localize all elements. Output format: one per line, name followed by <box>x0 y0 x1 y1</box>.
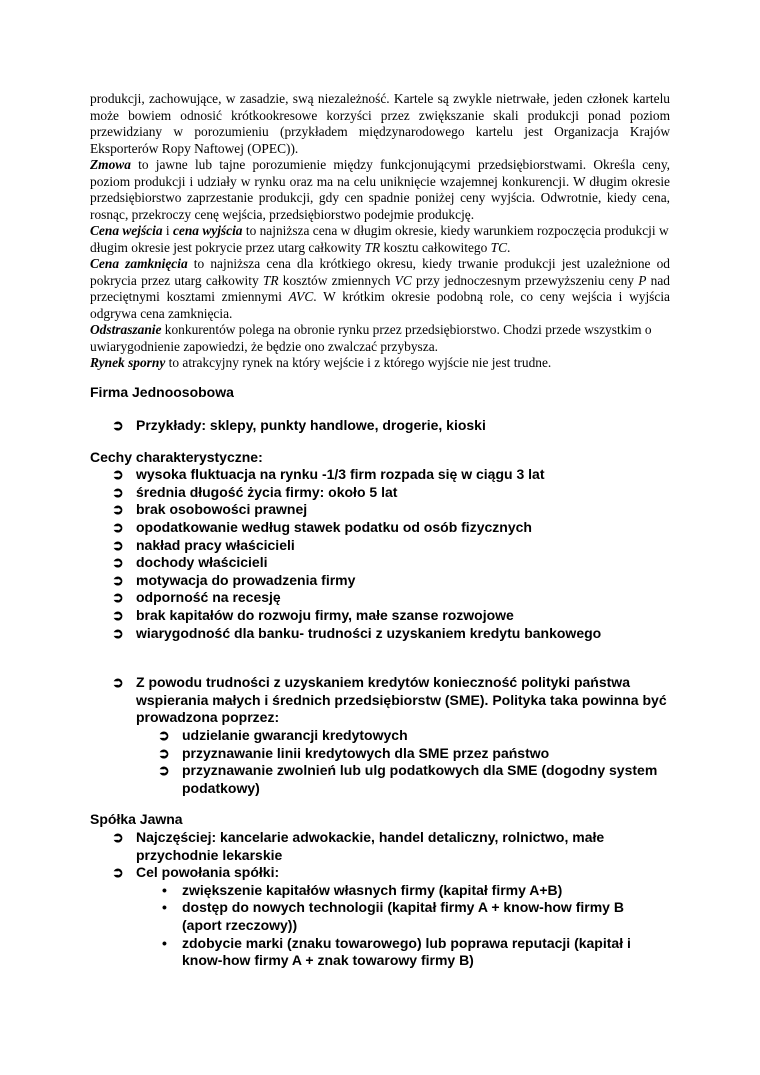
list-item-text: brak kapitałów do rozwoju firmy, małe szanse rozwojowe <box>136 607 514 624</box>
arrow-bullet-icon: ➲ <box>112 501 124 518</box>
features-heading: Cechy charakterystyczne: <box>90 448 263 465</box>
list-item: ➲ Cel powołania spółki: <box>112 864 280 881</box>
list-item <box>90 554 670 572</box>
list-item: ➲ Najczęściej: kancelarie adwokackie, handel detaliczny, rolnictwo, małe przychodnie lekarskie <box>112 828 605 863</box>
features-list <box>90 466 670 642</box>
list-item <box>90 899 650 934</box>
list-item <box>90 589 670 607</box>
odstraszanie-paragraph: Odstraszanie konkurentów polega na obronie rynku przez przedsiębiorstwo. Chodzi przede wszystkim o uwiarygodnienie zapowiedzi, że będzie ono zwalczać przybysza. <box>90 322 652 354</box>
arrow-bullet-icon: ➲ <box>158 762 170 779</box>
list-item-text: odporność na recesję <box>136 589 281 606</box>
list-item-text: wysoka fluktuacja na rynku -1/3 firm rozpada się w ciągu 3 lat <box>136 466 545 483</box>
list-item-text: zdobycie marki (znaku towarowego) lub poprawa reputacji (kapitał i know-how firmy A + znak towarowy firmy B) <box>182 934 631 969</box>
list-item-text: zwiększenie kapitałów własnych firmy (kapitał firmy A+B) <box>182 881 563 898</box>
arrow-bullet-icon: ➲ <box>112 674 124 691</box>
list-item <box>90 484 670 502</box>
arrow-bullet-icon: ➲ <box>158 727 170 743</box>
list-item <box>90 882 650 900</box>
list-item-text: motywacja do prowadzenia firmy <box>136 571 356 588</box>
policy-item: ➲ Z powodu trudności z uzyskaniem kredytów konieczność polityki państwa wspierania małych i średnich przedsiębiorstw (SME). Polityka taka powinna być prowadzona poprzez: <box>112 674 667 726</box>
arrow-bullet-icon: ➲ <box>112 554 124 571</box>
list-item <box>90 466 670 484</box>
arrow-bullet-icon: ➲ <box>112 624 124 641</box>
list-item <box>90 935 650 970</box>
arrow-bullet-icon: ➲ <box>112 483 124 500</box>
firma-heading: Firma Jednoosobowa <box>90 383 234 400</box>
arrow-bullet-icon: ➲ <box>112 536 124 553</box>
intro-paragraph: produkcji, zachowujące, w zasadzie, swą niezależność. Kartele są zwykle nietrwałe, jeden członek kartelu może bowiem odnosić krótkookresowe korzyści przez zwiększanie skali produkcji ponad poziom przewidziany w porozumieniu (przykładem międzynarodowego kartelu jest Organizacja Krajów Eksporterów Ropy Naftowej (OPEC)). <box>90 91 670 156</box>
list-item-text: dostęp do nowych technologii (kapitał firmy A + know-how firmy B (aport rzeczowy)) <box>182 899 624 933</box>
list-item <box>90 762 670 797</box>
zmowa-paragraph: Zmowa to jawne lub tajne porozumienie między funkcjonującymi przedsiębiorstwami. Określa ceny, poziom produkcji i udziały w rynku oraz ma na celu uniknięcie wzajemnej konkurencji. W długim okresie przedsiębiorstwo zaprzestanie produkcji, gdy cen spadnie poniżej ceny wyjścia. Odwrotnie, kiedy cena, rosnąc, przekroczy cenę wejścia, przedsiębiorstwo podejmie produkcję. <box>90 157 670 222</box>
list-item <box>90 745 670 763</box>
list-item <box>90 572 670 590</box>
list-item <box>90 625 670 643</box>
list-item-text: średnia długość życia firmy: około 5 lat <box>136 483 398 500</box>
list-item-text: opodatkowanie według stawek podatku od osób fizycznych <box>136 519 532 536</box>
list-item-text: brak osobowości prawnej <box>136 501 308 518</box>
list-item <box>90 501 670 519</box>
list-item-text: udzielanie gwarancji kredytowych <box>182 727 408 743</box>
arrow-bullet-icon: ➲ <box>158 744 170 761</box>
spolka-heading: Spółka Jawna <box>90 811 183 828</box>
arrow-bullet-icon: ➲ <box>112 864 124 881</box>
list-item: ➲ Przykłady: sklepy, punkty handlowe, drogerie, kioski <box>112 417 486 434</box>
cena-zamkniecia-paragraph: Cena zamknięcia to najniższa cena dla krótkiego okresu, kiedy trwanie produkcji jest uzależnione od pokrycia przez utarg całkowity TR kosztów zmiennych VC przy jednoczesnym przewyższeniu ceny P nad przeciętnymi kosztami zmiennymi AVC. W krótkim okresie podobną role, co ceny wejścia i wyjścia odgrywa cena zamknięcia. <box>90 256 671 321</box>
arrow-bullet-icon: ➲ <box>112 519 124 536</box>
arrow-bullet-icon: ➲ <box>112 417 124 434</box>
rynek-paragraph: Rynek sporny to atrakcyjny rynek na który wejście i z którego wyjście nie jest trudne. <box>90 355 552 370</box>
policy-list <box>90 727 670 797</box>
list-item <box>90 537 670 555</box>
dot-bullet-icon: • <box>162 899 167 916</box>
list-item <box>90 519 670 537</box>
list-item-text: przyznawanie zwolnień lub ulg podatkowych dla SME (dogodny system podatkowy) <box>182 762 658 796</box>
dot-bullet-icon: • <box>162 881 167 898</box>
arrow-bullet-icon: ➲ <box>112 828 124 845</box>
list-item <box>90 607 670 625</box>
list-item-text: nakład pracy właścicieli <box>136 536 295 553</box>
list-item <box>90 727 670 745</box>
cena-wejscia-paragraph: Cena wejścia i cena wyjścia to najniższa cena w długim okresie, kiedy warunkiem rozpoczęcia produkcji w długim okresie jest pokrycie przez utarg całkowity TR kosztu całkowitego TC. <box>90 223 669 255</box>
arrow-bullet-icon: ➲ <box>112 571 124 588</box>
list-item-text: dochody właścicieli <box>136 554 268 571</box>
arrow-bullet-icon: ➲ <box>112 589 124 606</box>
arrow-bullet-icon: ➲ <box>112 466 124 483</box>
goals-list <box>90 882 650 970</box>
document-body <box>90 0 670 1010</box>
list-item-text: przyznawanie linii kredytowych dla SME przez państwo <box>182 744 550 761</box>
arrow-bullet-icon: ➲ <box>112 607 124 624</box>
dot-bullet-icon: • <box>162 934 167 951</box>
definitions-section <box>90 91 670 372</box>
list-item-text: wiarygodność dla banku- trudności z uzyskaniem kredytu bankowego <box>136 624 602 641</box>
